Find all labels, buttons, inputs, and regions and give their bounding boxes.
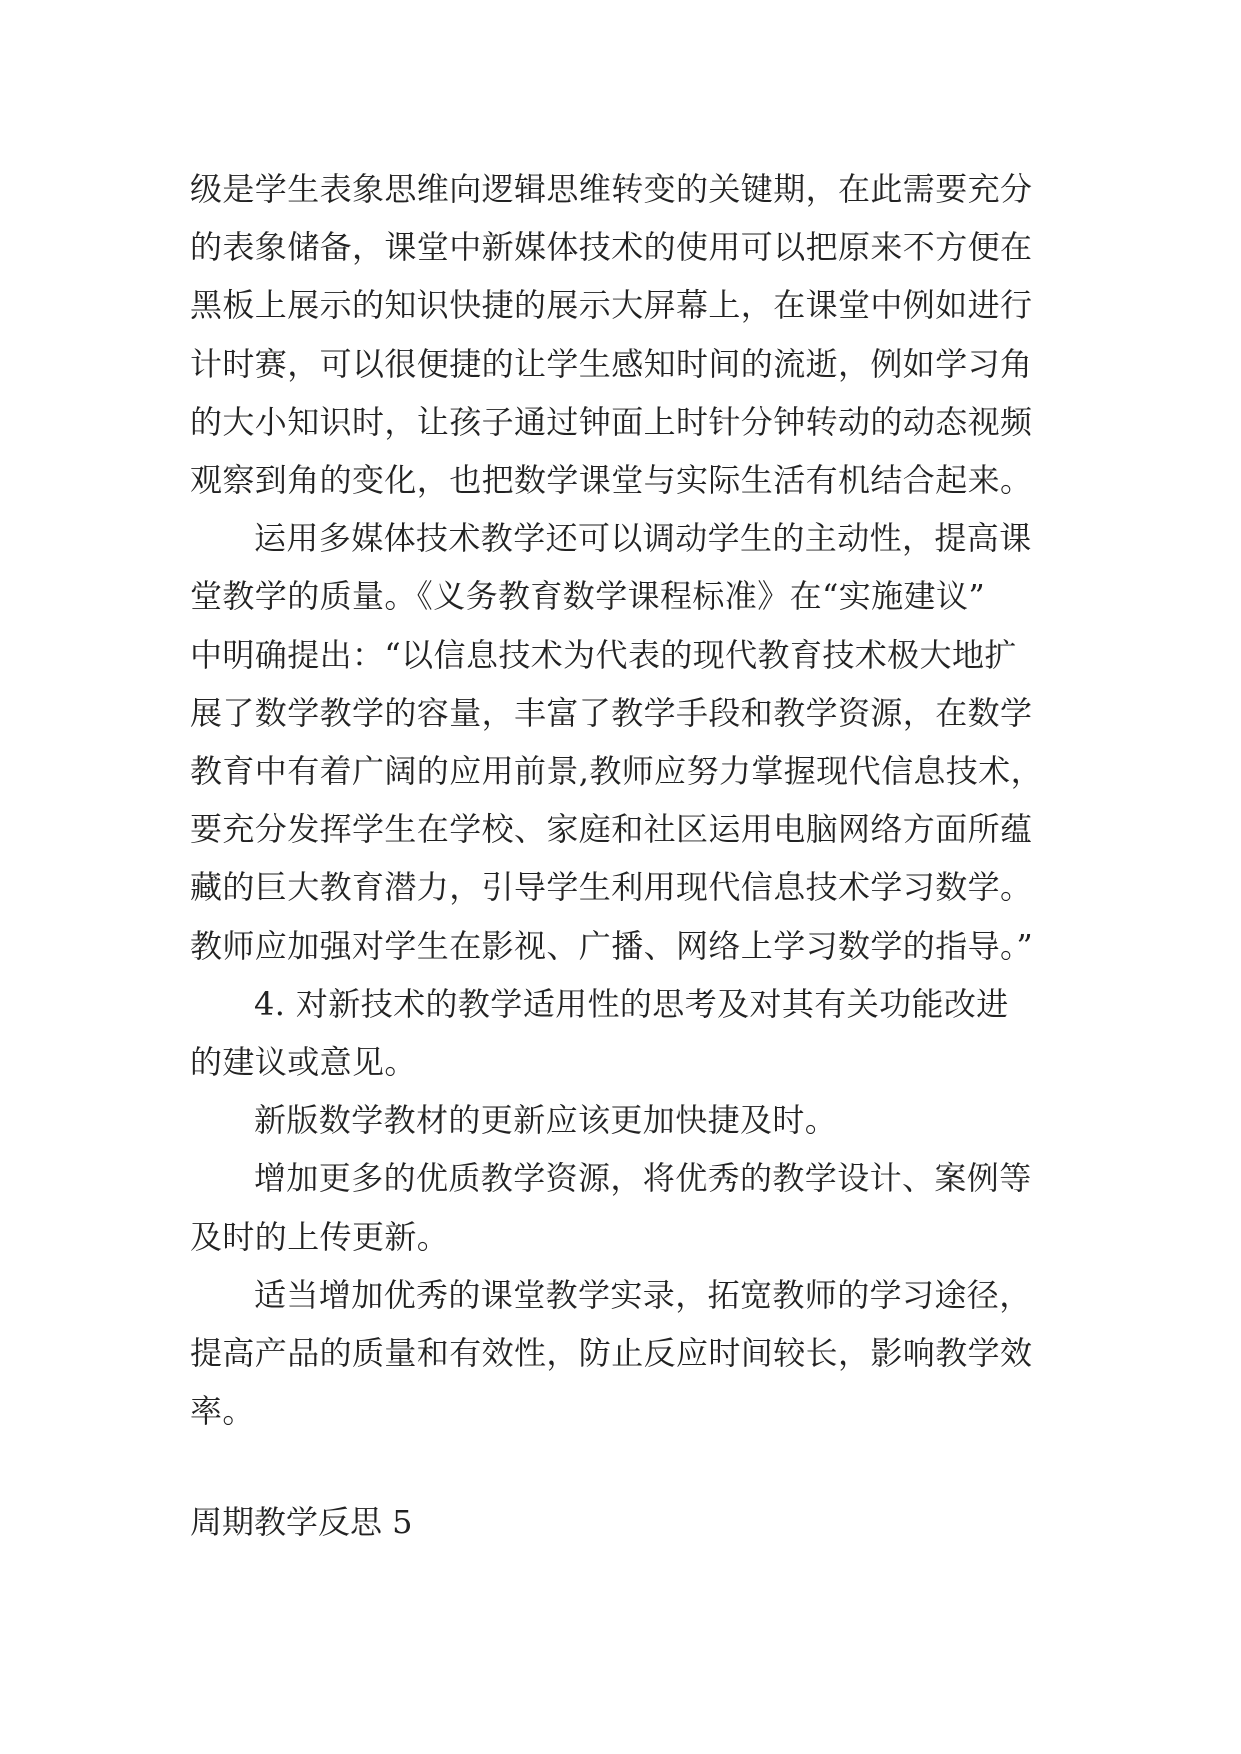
document-body: [190, 160, 1050, 1440]
paragraph-first-line: 新版数学教材的更新应该更加快捷及时。: [254, 1101, 838, 1140]
text-line: 率。: [190, 1392, 255, 1431]
text-line: 藏的巨大教育潜力，引导学生利用现代信息技术学习数学。: [190, 868, 1033, 907]
section-heading: 周期教学反思 5: [190, 1503, 413, 1541]
text-line: 提高产品的质量和有效性，防止反应时间较长，影响教学效: [190, 1334, 1033, 1373]
text-line: 堂教学的质量。《义务教育数学课程标准》在“实施建议”: [190, 577, 986, 616]
text-line: 观察到角的变化，也把数学课堂与实际生活有机结合起来。: [190, 461, 1033, 500]
paragraph-first-line: 4. 对新技术的教学适用性的思考及对其有关功能改进: [254, 984, 1009, 1023]
text-line: 中明确提出：“以信息技术为代表的现代教育技术极大地扩: [190, 635, 1017, 674]
text-line: 计时赛，可以很便捷的让学生感知时间的流逝，例如学习角: [190, 344, 1033, 383]
text-line: 展了数学教学的容量，丰富了教学手段和教学资源，在数学: [190, 693, 1033, 732]
paragraph-first-line: 运用多媒体技术教学还可以调动学生的主动性，提高课: [254, 519, 1032, 558]
text-line: 的表象储备，课堂中新媒体技术的使用可以把原来不方便在: [190, 228, 1033, 267]
text-line: 及时的上传更新。: [190, 1217, 450, 1256]
text-line: 要充分发挥学生在学校、家庭和社区运用电脑网络方面所蕴: [190, 810, 1033, 849]
text-line: 教师应加强对学生在影视、广播、网络上学习数学的指导。”: [190, 926, 1034, 965]
paragraph-first-line: 适当增加优秀的课堂教学实录，拓宽教师的学习途径，: [254, 1275, 1032, 1314]
text-line: 的大小知识时，让孩子通过钟面上时针分钟转动的动态视频: [190, 402, 1033, 441]
text-line: 级是学生表象思维向逻辑思维转变的关键期，在此需要充分: [190, 170, 1033, 208]
text-line: 的建议或意见。: [190, 1043, 417, 1082]
paragraph-first-line: 增加更多的优质教学资源，将优秀的教学设计、案例等: [254, 1159, 1032, 1198]
text-line: 教育中有着广阔的应用前景,教师应努力掌握现代信息技术，: [190, 752, 1043, 791]
text-line: 黑板上展示的知识快捷的展示大屏幕上，在课堂中例如进行: [190, 286, 1033, 325]
